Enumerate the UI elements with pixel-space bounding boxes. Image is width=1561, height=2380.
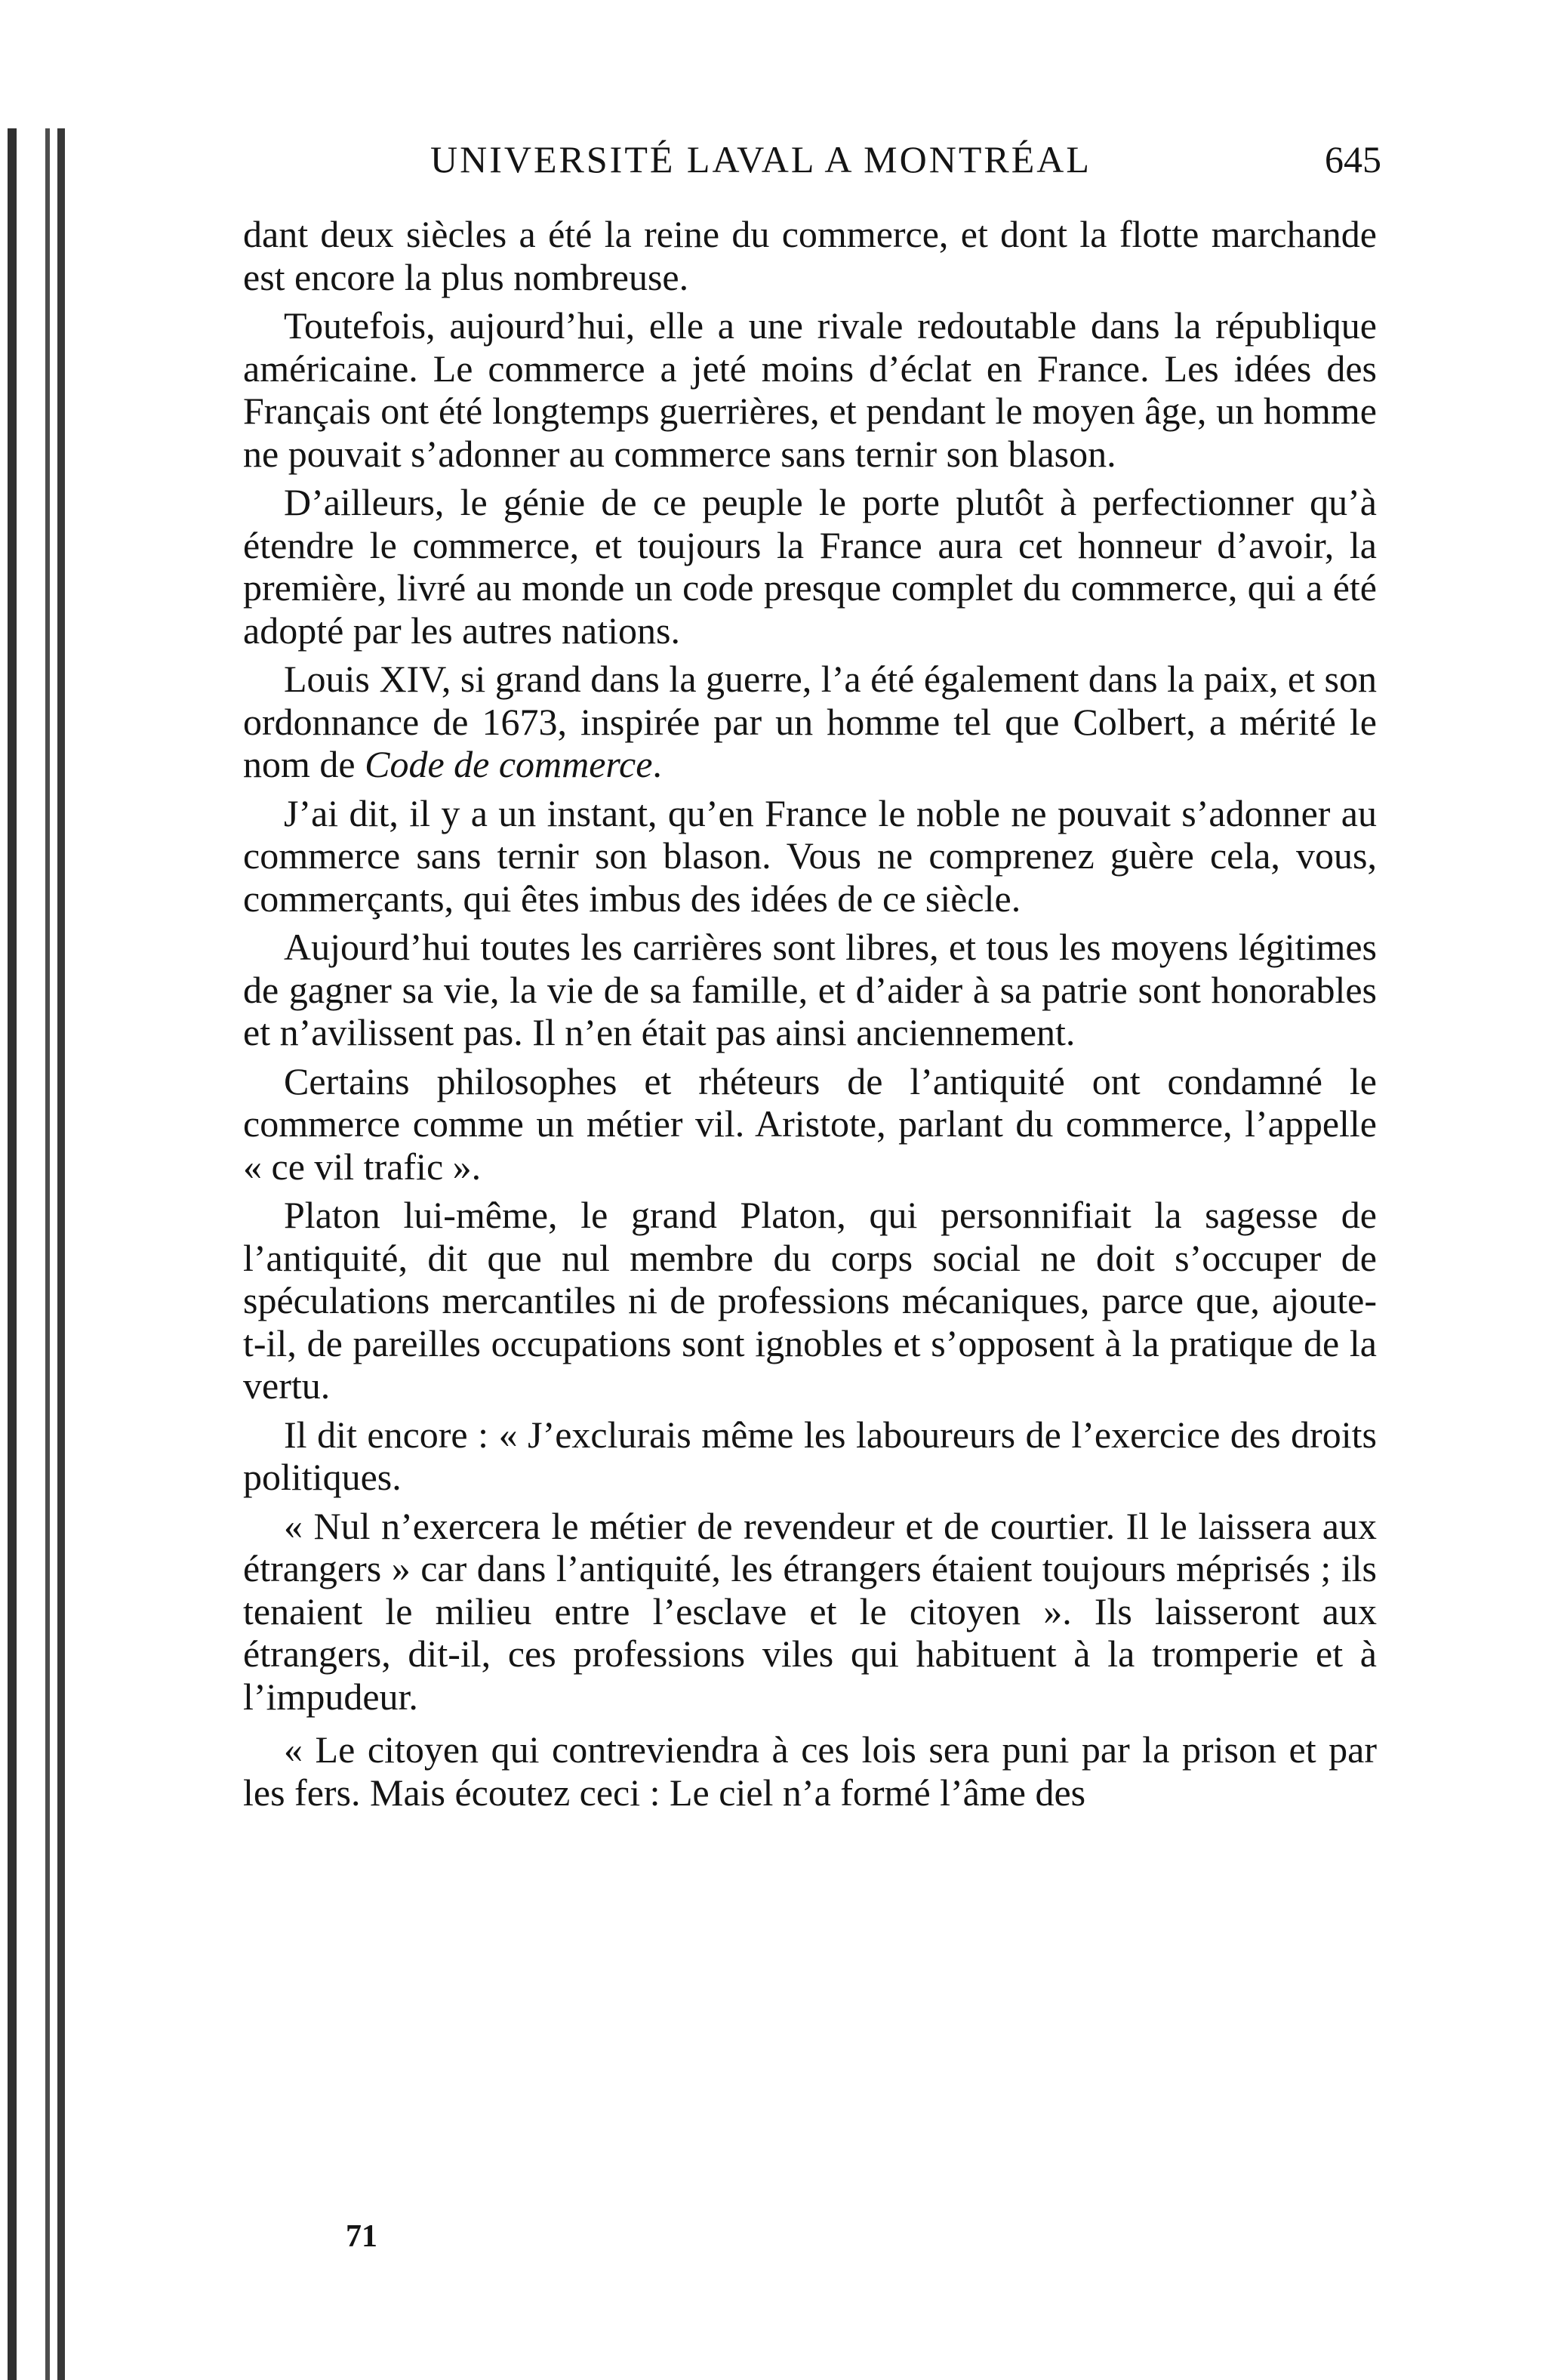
- paragraph-2: Toutefois, aujourd’hui, elle a une rivale redoutable dans la république américaine. Le commerce a jeté moins d’éclat en France. Les idées des Français ont été longtemps guerrières, et pendant le moyen âge, un homme ne pouvait s’adonner au commerce sans ternir son blason.: [243, 304, 1377, 475]
- paragraph-4-text: Louis XIV, si grand dans la guerre, l’a été également dans la paix, et son ordonnance de 1673, inspirée par un homme tel que Colbert, a mérité le nom de: [243, 658, 1377, 785]
- page-number: 645: [1325, 138, 1381, 180]
- paragraph-1: dant deux siècles a été la reine du commerce, et dont la flotte marchande est encore la plus nombreuse.: [243, 213, 1377, 298]
- paragraph-5: J’ai dit, il y a un instant, qu’en France le noble ne pouvait s’adonner au commerce sans ternir son blason. Vous ne comprenez guère cela, vous, commerçants, qui êtes imbus des idées de ce siècle.: [243, 791, 1377, 920]
- paragraph-7: Certains philosophes et rhéteurs de l’antiquité ont condamné le commerce comme un métier vil. Aristote, parlant du commerce, l’appelle « ce vil trafic ».: [243, 1059, 1377, 1188]
- binding-top-blank: [0, 0, 69, 128]
- paragraph-4-end: .: [652, 743, 662, 785]
- signature-mark: 71: [346, 2219, 377, 2254]
- paragraph-11: « Le citoyen qui contreviendra à ces lois sera puni par la prison et par les fers. Mais écoutez ceci : Le ciel n’a formé l’âme des: [243, 1728, 1377, 1814]
- paragraph-8: Platon lui-même, le grand Platon, qui personnifiait la sagesse de l’antiquité, dit que nul membre du corps social ne doit s’occuper de spéculations mercantiles ni de professions mécaniques, parce que, ajoute-t-il, de pareilles occupations sont ignobles et s’opposent à la pratique de la vertu.: [243, 1194, 1377, 1407]
- paragraph-4: [243, 658, 1377, 786]
- running-title: UNIVERSITÉ LAVAL A MONTRÉAL: [430, 138, 1091, 180]
- body-text: [243, 213, 1377, 1814]
- paragraph-9: Il dit encore : « J’exclurais même les laboureurs de l’exercice des droits politiques.: [243, 1413, 1377, 1498]
- book-binding-edge: [0, 0, 69, 2380]
- paragraph-3: D’ailleurs, le génie de ce peuple le porte plutôt à perfectionner qu’à étendre le commerce, et toujours la France aura cet honneur d’avoir, la première, livré au monde un code presque complet du commerce, qui a été adopté par les autres nations.: [243, 481, 1377, 652]
- paragraph-10: « Nul n’exercera le métier de revendeur et de courtier. Il le laissera aux étrangers » car dans l’antiquité, les étrangers étaient toujours méprisés ; ils tenaient le milieu entre l’esclave et le citoyen ». Ils laisseront aux étrangers, dit-il, ces professions viles qui habituent à la tromperie et à l’impudeur.: [243, 1504, 1377, 1718]
- page-header: [430, 137, 1381, 190]
- code-de-commerce-phrase: Code de commerce: [365, 743, 653, 785]
- paragraph-6: Aujourd’hui toutes les carrières sont libres, et tous les moyens légitimes de gagner sa vie, la vie de sa famille, et d’aider à sa patrie sont honorables et n’avilissent pas. Il n’en était pas ainsi anciennement.: [243, 926, 1377, 1053]
